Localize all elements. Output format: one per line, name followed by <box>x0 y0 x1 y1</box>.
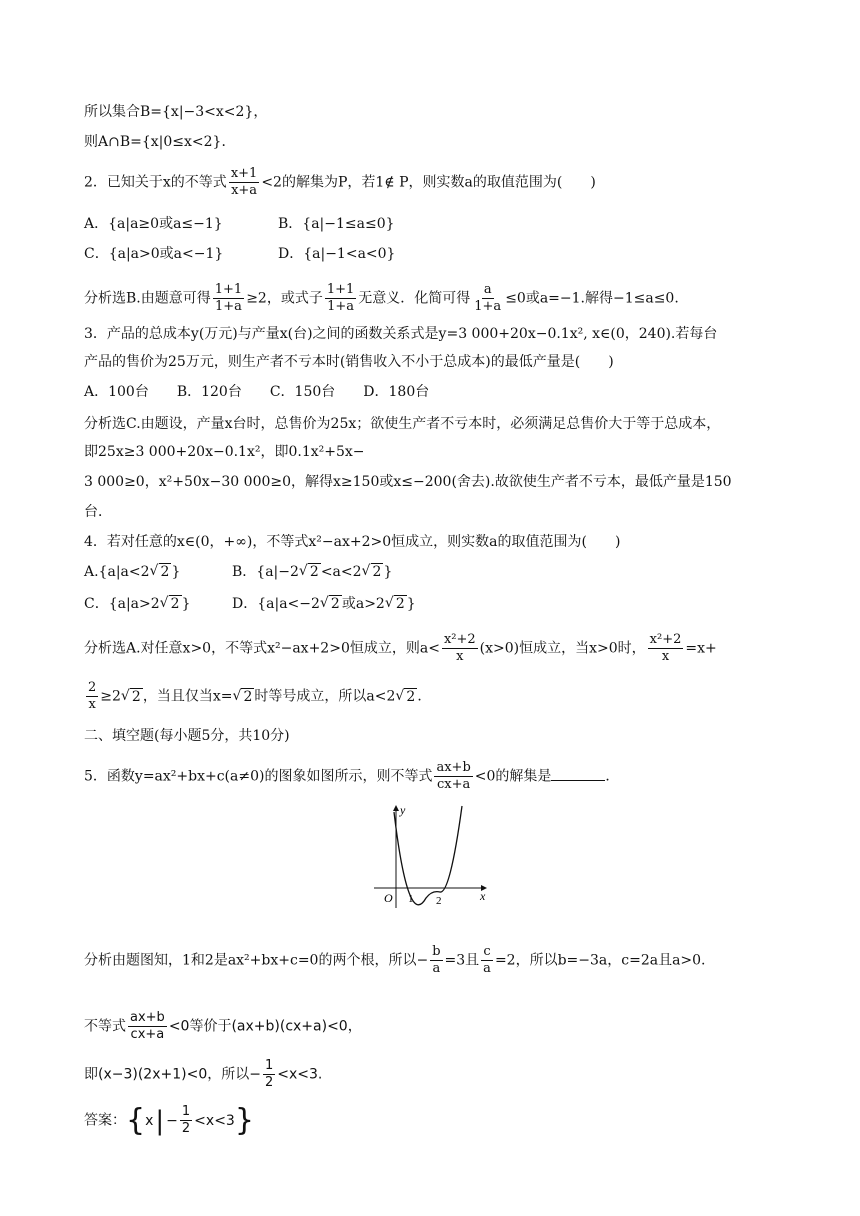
question-3-analysis: 3 000≥0，x²+50x−30 000≥0，解得x≥150或x≤−200(舍去).故欲使生产者不亏本，最低产量是150 <box>84 474 732 490</box>
option-c: C．{a|a>2√ 2 } <box>84 594 191 614</box>
question-2-stem: 2．已知关于x的不等式 $\frac{x+1}{x+a}$ <2的解集为P，若1∉ P，则实数a的取值范围为( ) <box>84 166 596 198</box>
question-4-stem: 4．若对任意的x∈(0，+∞)，不等式x²−ax+2>0恒成立，则实数a的取值范围为( ) <box>84 534 621 550</box>
parabola-curve <box>394 806 462 905</box>
section-heading: 二、填空题(每小题5分，共10分) <box>84 728 290 744</box>
option-c: C．{a|a>0或a<−1} <box>84 246 224 262</box>
fraction: $\frac{x+1}{x+a}$ <box>230 166 258 198</box>
root-1-label: 1 <box>408 893 414 905</box>
option-a: A.{a|a<2√ 2 } <box>84 562 180 582</box>
question-5-analysis: 即(x−3)(2x+1)<0，所以− $\frac{1}{2}$ <x<3. <box>84 1058 323 1090</box>
question-5-answer: 答案： { x | − $\frac{1}{2}$ <x<3 } <box>84 1102 254 1138</box>
text-line: 则A∩B={x|0≤x<2}． <box>84 134 236 150</box>
question-3-options: A．100台 B．120台 C．150台 D．180台 <box>84 384 430 400</box>
y-axis-label: y <box>400 803 406 817</box>
option-b: B．{a|−1≤a≤0} <box>278 216 395 232</box>
question-2-analysis: 分析选B.由题意可得 $\frac{1+1}{1+a}$ ≥2，或式子 $\frac{1+1}{1+a}$ 无意义．化简可得 $\frac{a}{1+a}$ ≤0或a=−1.解得−1≤a≤0. <box>84 282 679 314</box>
question-5-stem: 5．函数y=ax²+bx+c(a≠0)的图象如图所示，则不等式 $\frac{ax+b}{cx+a}$ <0的解集是 ． <box>84 760 620 792</box>
question-5-analysis: 分析由题图知，1和2是ax²+bx+c=0的两个根，所以− $\frac{b}{a}$ =3且 $\frac{c}{a}$ =2，所以b=−3a，c=2a且a>0. <box>84 944 706 976</box>
root-2-label: 2 <box>436 895 442 907</box>
answer-blank <box>551 766 605 781</box>
parabola-graph <box>370 800 492 912</box>
question-3-line1: 3．产品的总成本y(万元)与产量x(台)之间的函数关系式是y=3 000+20x−0.1x², x∈(0，240).若每台 <box>84 326 718 342</box>
question-3-line2: 产品的售价为25万元，则生产者不亏本时(销售收入不小于总成本)的最低产量是( ) <box>84 354 614 370</box>
option-d: D．{a|−1<a<0} <box>278 246 396 262</box>
question-3-analysis: 即25x≥3 000+20x−0.1x²，即0.1x²+5x− <box>84 444 365 460</box>
option-a: A．{a|a≥0或a≤−1} <box>84 216 223 232</box>
text-line: 所以集合B={x|−3<x<2}， <box>84 104 268 120</box>
option-d: D．{a|a<−2√ 2 或a>2√ 2 } <box>232 594 416 614</box>
question-4-analysis: 分析选A.对任意x>0，不等式x²−ax+2>0恒成立，则a< $\frac{\text{x²+2}}{x}$ (x>0)恒成立，当x>0时， $\frac{\text{x²+2}}{x}$ =x+ <box>84 632 717 664</box>
question-5-analysis: 不等式 $\frac{ax+b}{cx+a}$ <0等价于(ax+b)(cx+a)<0， <box>84 1010 362 1042</box>
x-axis-label: x <box>480 889 486 903</box>
question-3-analysis: 台． <box>84 504 112 520</box>
option-b: B．{a|−2√ 2 <a<2√ 2 } <box>232 562 392 582</box>
question-3-analysis: 分析选C.由题设，产量x台时，总售价为25x；欲使生产者不亏本时，必须满足总售价大于等于总成本， <box>84 416 721 432</box>
origin-label: O <box>384 891 393 905</box>
question-4-analysis: $\frac{2}{x}$ ≥2√ 2 ，当且仅当x=√ 2 时等号成立，所以a<2√ 2 ． <box>84 680 431 713</box>
